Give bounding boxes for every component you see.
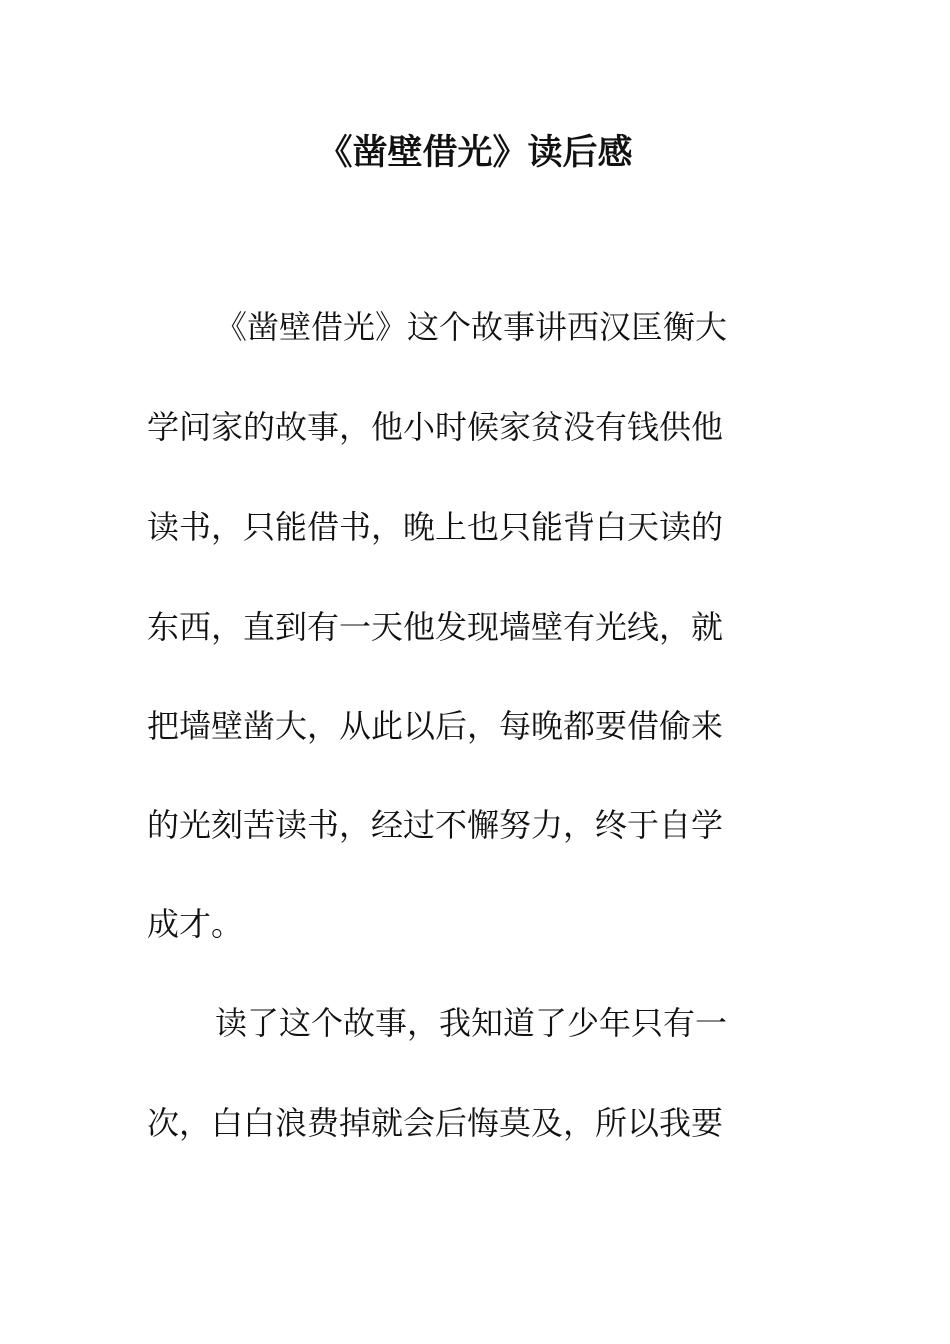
paragraph-line: 东西，直到有一天他发现墙壁有光线，就	[147, 608, 724, 646]
paragraph-line: 把墙壁凿大，从此以后，每晚都要借偷来	[147, 707, 724, 745]
document-title: 《凿壁借光》读后感	[317, 132, 633, 173]
paragraph-line: 成才。	[147, 905, 244, 943]
paragraph-line: 学问家的故事，他小时候家贫没有钱供他	[147, 408, 724, 446]
paragraph-line: 次，白白浪费掉就会后悔莫及，所以我要	[147, 1104, 724, 1142]
paragraph-line: 《凿壁借光》这个故事讲西汉匡衡大	[215, 308, 728, 346]
paragraph-line: 的光刻苦读书，经过不懈努力，终于自学	[147, 806, 724, 844]
paragraph-line: 读了这个故事，我知道了少年只有一	[215, 1004, 728, 1042]
paragraph-line: 读书，只能借书，晚上也只能背白天读的	[147, 508, 724, 546]
